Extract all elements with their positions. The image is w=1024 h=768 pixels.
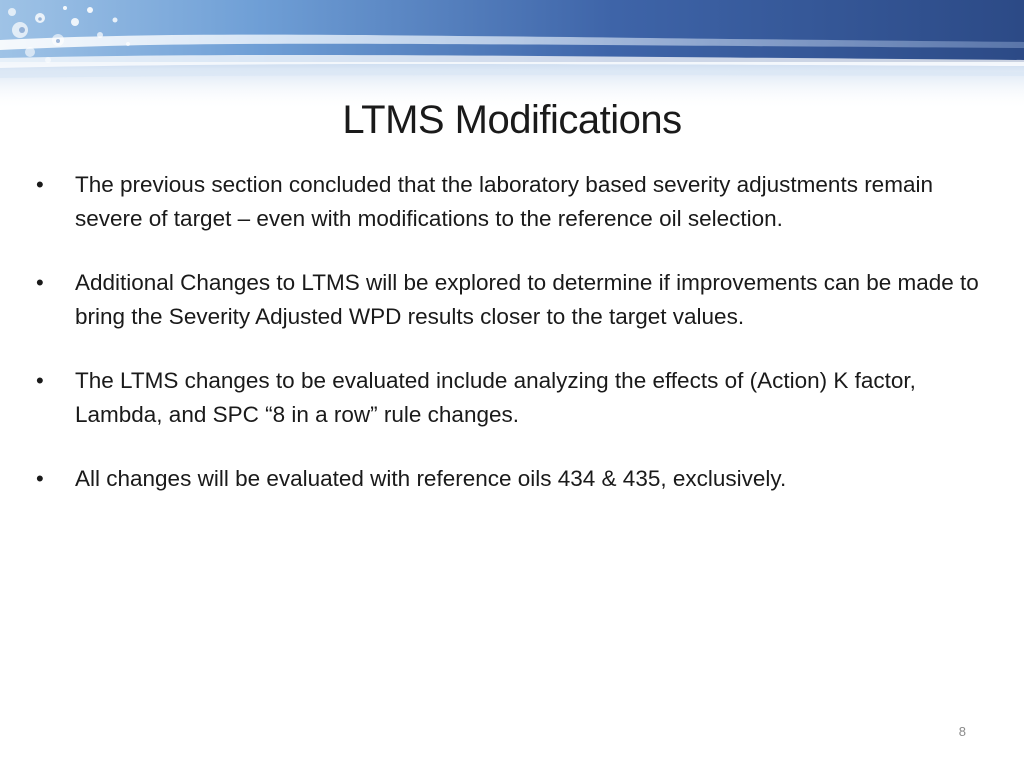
bullet-icon: • [36,270,44,295]
bullet-item [30,168,996,236]
bullet-text: The previous section concluded that the laboratory based severity adjustments remain severe of target – even with modifications to the reference oil selection. [75,172,933,231]
bullet-icon: • [36,172,44,197]
slide-title: LTMS Modifications [342,98,682,142]
slide-body [30,168,996,526]
bullet-list [30,168,996,496]
bullet-item [30,462,996,496]
bullet-item [30,364,996,432]
bullet-text: All changes will be evaluated with reference oils 434 & 435, exclusively. [75,466,787,491]
bullet-text: The LTMS changes to be evaluated include analyzing the effects of (Action) K factor, Lambda, and SPC “8 in a row” rule changes. [75,368,916,427]
bullet-icon: • [36,466,44,491]
bullet-text: Additional Changes to LTMS will be explored to determine if improvements can be made to bring the Severity Adjusted WPD results closer to the target values. [75,270,979,329]
bullet-item [30,266,996,334]
bullet-icon: • [36,368,44,393]
page-number: 8 [958,724,966,739]
